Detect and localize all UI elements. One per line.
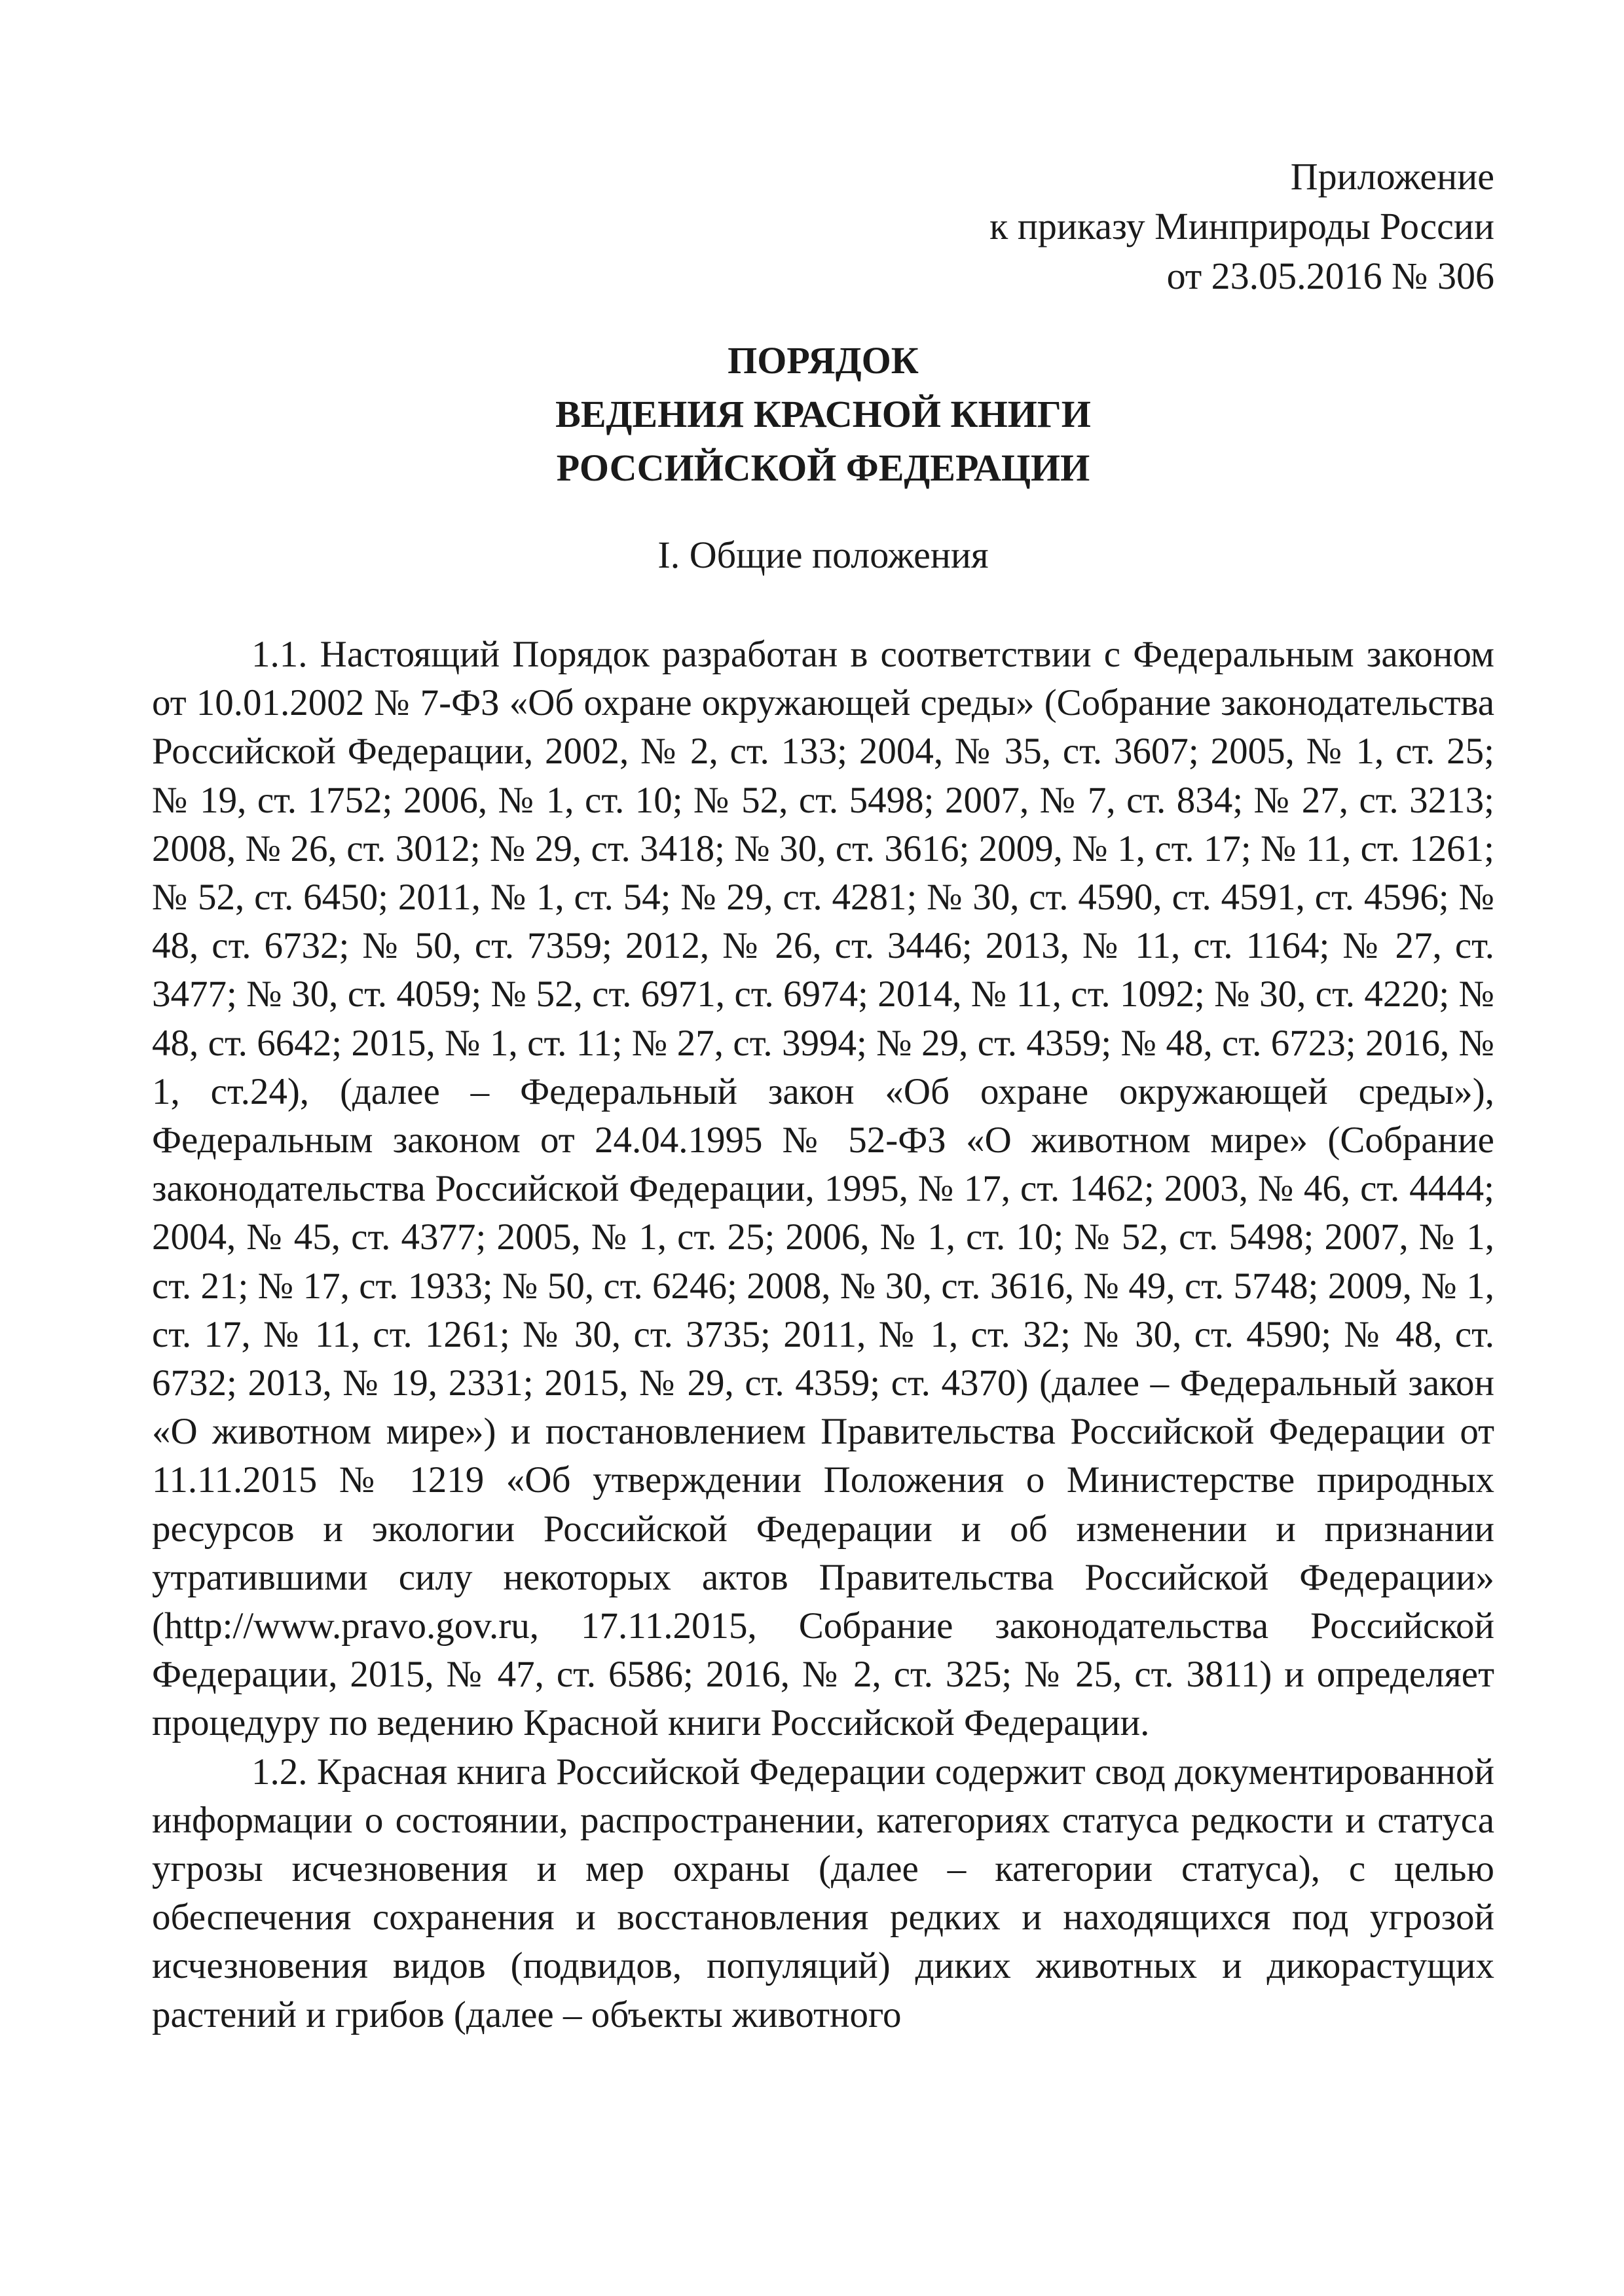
approval-header	[989, 152, 1494, 301]
header-order-date-number: от 23.05.2016 № 306	[1166, 255, 1494, 297]
header-appendix-label: Приложение	[1290, 155, 1494, 198]
paragraph-1-2: 1.2. Красная книга Российской Федерации содержит свод документированной информации о состоянии, распространении, категориях статуса редкости и статуса угрозы исчезновения и мер охраны (далее – категории статуса), с целью обеспечения сохранения и восстановления редких и находящихся под угрозой исчезновения видов (подвидов, популяций) диких животных и дикорастущих растений и грибов (далее – объекты животного	[152, 1751, 1494, 2035]
document-body	[152, 630, 1494, 2039]
section-heading: I. Общие положения	[657, 534, 989, 576]
paragraph-1-1: 1.1. Настоящий Порядок разработан в соответствии с Федеральным законом от 10.01.2002 № 7-ФЗ «Об охране окружающей среды» (Собрание законодательства Российской Федерации, 2002, № 2, ст. 133; 2004, № 35, ст. 3607; 2005, № 1, ст. 25; № 19, ст. 1752; 2006, № 1, ст. 10; № 52, ст. 5498; 2007, № 7, ст. 834; № 27, ст. 3213; 2008, № 26, ст. 3012; № 29, ст. 3418; № 30, ст. 3616; 2009, № 1, ст. 17; № 11, ст. 1261; № 52, ст. 6450; 2011, № 1, ст. 54; № 29, ст. 4281; № 30, ст. 4590, ст. 4591, ст. 4596; № 48, ст. 6732; № 50, ст. 7359; 2012, № 26, ст. 3446; 2013, № 11, ст. 1164; № 27, ст. 3477; № 30, ст. 4059; № 52, ст. 6971, ст. 6974; 2014, № 11, ст. 1092; № 30, ст. 4220; № 48, ст. 6642; 2015, № 1, ст. 11; № 27, ст. 3994; № 29, ст. 4359; № 48, ст. 6723; 2016, № 1, ст.24), (далее – Федеральный закон «Об охране окружающей среды»), Федеральным законом от 24.04.1995 № 52-ФЗ «О животном мире» (Собрание законодательства Российской Федерации, 1995, № 17, ст. 1462; 2003, № 46, ст. 4444; 2004, № 45, ст. 4377; 2005, № 1, ст. 25; 2006, № 1, ст. 10; № 52, ст. 5498; 2007, № 1, ст. 21; № 17, ст. 1933; № 50, ст. 6246; 2008, № 30, ст. 3616, № 49, ст. 5748; 2009, № 1, ст. 17, № 11, ст. 1261; № 30, ст. 3735; 2011, № 1, ст. 32; № 30, ст. 4590; № 48, ст. 6732; 2013, № 19, 2331; 2015, № 29, ст. 4359; ст. 4370) (далее – Федеральный закон «О животном мире») и постановлением Правительства Российской Федерации от 11.11.2015 № 1219 «Об утверждении Положения о Министерстве природных ресурсов и экологии Российской Федерации и об изменении и признании утратившими силу некоторых актов Правительства Российской Федерации» (http://www.pravo.gov.ru, 17.11.2015, Собрание законодательства Российской Федерации, 2015, № 47, ст. 6586; 2016, № 2, ст. 325; № 25, ст. 3811) и определяет процедуру по ведению Красной книги Российской Федерации.	[152, 634, 1494, 1744]
header-order-reference: к приказу Минприроды России	[989, 205, 1494, 247]
title-line-3: РОССИЙСКОЙ ФЕДЕРАЦИИ	[556, 446, 1090, 489]
document-title	[152, 334, 1494, 495]
title-line-2: ВЕДЕНИЯ КРАСНОЙ КНИГИ	[555, 393, 1091, 435]
title-line-1: ПОРЯДОК	[728, 339, 919, 382]
